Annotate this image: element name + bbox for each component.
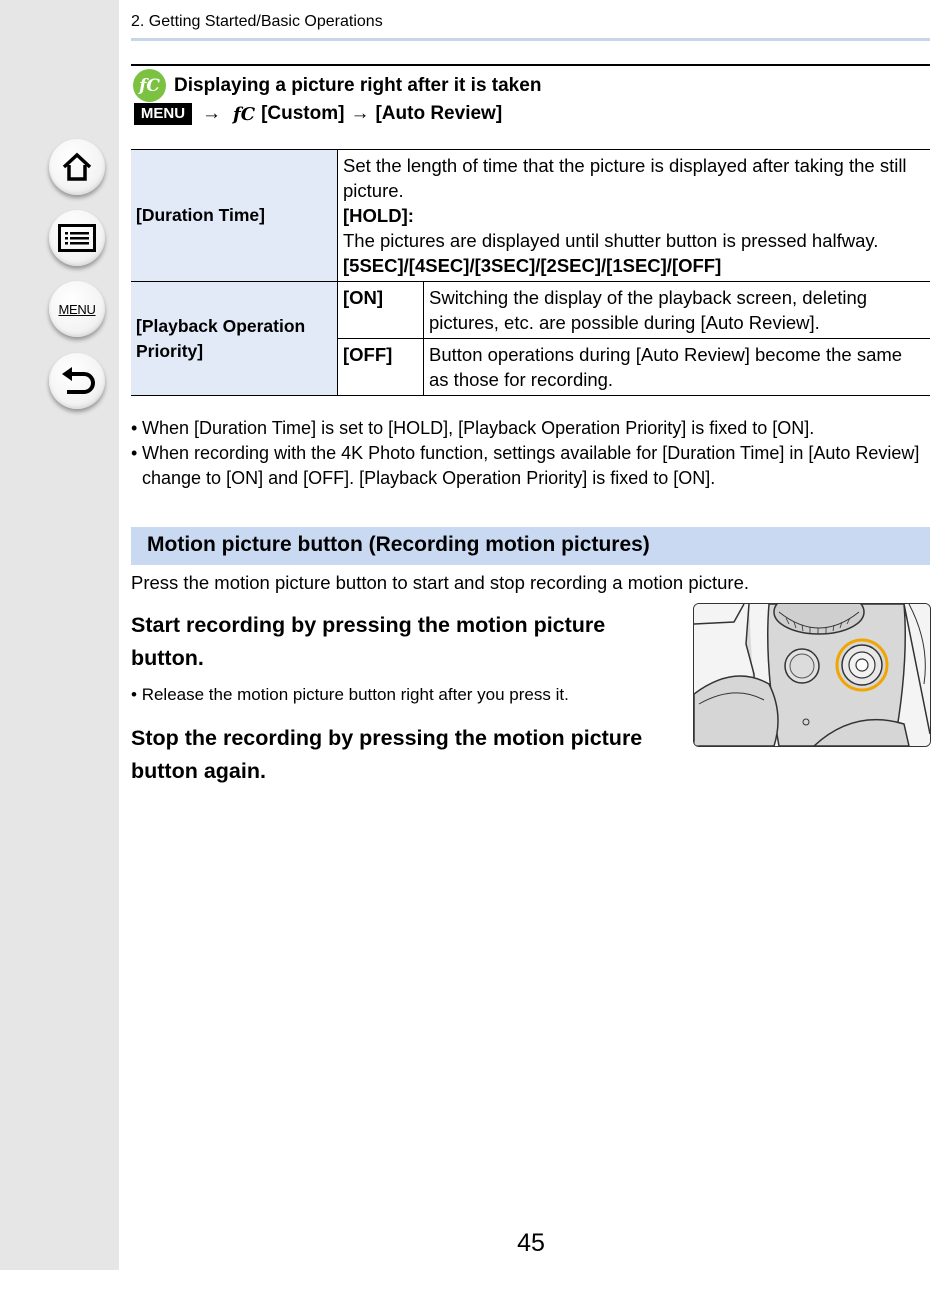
breadcrumb: 2. Getting Started/Basic Operations xyxy=(131,13,383,30)
duration-time-label: [Duration Time] xyxy=(131,150,338,282)
motion-intro: Press the motion picture button to start and stop recording a motion picture. xyxy=(131,572,750,593)
option-on-desc: Switching the display of the playback screen, deleting pictures, etc. are possible during [Auto Review]. xyxy=(424,282,931,339)
camera-top-view xyxy=(694,604,930,746)
settings-table xyxy=(131,149,930,396)
menu-path-auto-review: [Auto Review] xyxy=(375,103,503,124)
step-start-note: • Release the motion picture button right after you press it. xyxy=(131,685,569,705)
custom-icon: fC xyxy=(233,103,256,125)
step-start-recording: Start recording by pressing the motion picture button. xyxy=(131,613,606,670)
table-row xyxy=(131,150,930,282)
arrow-icon: → xyxy=(350,103,370,124)
back-button[interactable] xyxy=(49,353,105,409)
hold-desc: The pictures are displayed until shutter button is pressed halfway. xyxy=(343,230,879,251)
option-on: [ON] xyxy=(338,282,424,339)
contents-list-icon xyxy=(58,224,96,252)
page-number xyxy=(0,1229,950,1258)
notes xyxy=(131,416,930,491)
page-number-text: 45 xyxy=(517,1229,545,1257)
bottom-strip xyxy=(0,1270,950,1293)
home-icon xyxy=(60,150,94,184)
home-button[interactable] xyxy=(49,139,105,195)
table-row xyxy=(131,282,930,339)
duration-options: [5SEC]/[4SEC]/[3SEC]/[2SEC]/[1SEC]/[OFF] xyxy=(343,255,722,276)
menu-path-custom: [Custom] xyxy=(261,103,345,124)
header-divider xyxy=(131,38,930,41)
menu-path xyxy=(134,103,502,125)
camera-illustration xyxy=(693,603,931,747)
sidebar xyxy=(0,0,119,1270)
motion-section-header xyxy=(131,527,930,565)
duration-time-desc xyxy=(338,150,931,282)
step-stop-recording: Stop the recording by pressing the motion picture button again. xyxy=(131,726,643,783)
arrow-icon: → xyxy=(202,103,221,124)
hold-label: [HOLD]: xyxy=(343,205,414,226)
duration-time-text: Set the length of time that the picture is displayed after taking the still picture. xyxy=(343,155,907,201)
option-off-desc: Button operations during [Auto Review] become the same as those for recording. xyxy=(424,339,931,396)
menu-button-label: MENU xyxy=(58,301,96,317)
section-title-row xyxy=(133,69,541,102)
note-item: • When [Duration Time] is set to [HOLD], [Playback Operation Priority] is fixed to [ON]. xyxy=(131,416,930,441)
option-off: [OFF] xyxy=(338,339,424,396)
custom-menu-icon: fC xyxy=(133,69,166,102)
section-title: Displaying a picture right after it is taken xyxy=(174,74,542,96)
menu-button[interactable] xyxy=(49,281,105,337)
back-arrow-icon xyxy=(59,366,95,396)
section-divider xyxy=(131,64,930,66)
playback-priority-label: [Playback Operation Priority] xyxy=(131,282,338,396)
motion-section-title: Motion picture button (Recording motion pictures) xyxy=(147,533,650,556)
contents-list-button[interactable] xyxy=(49,210,105,266)
note-item: • When recording with the 4K Photo function, settings available for [Duration Time] in [Auto Review] change to [ON] and [OFF]. [Playback Operation Priority] is fixed to [ON]. xyxy=(131,441,930,491)
menu-badge: MENU xyxy=(134,103,192,125)
